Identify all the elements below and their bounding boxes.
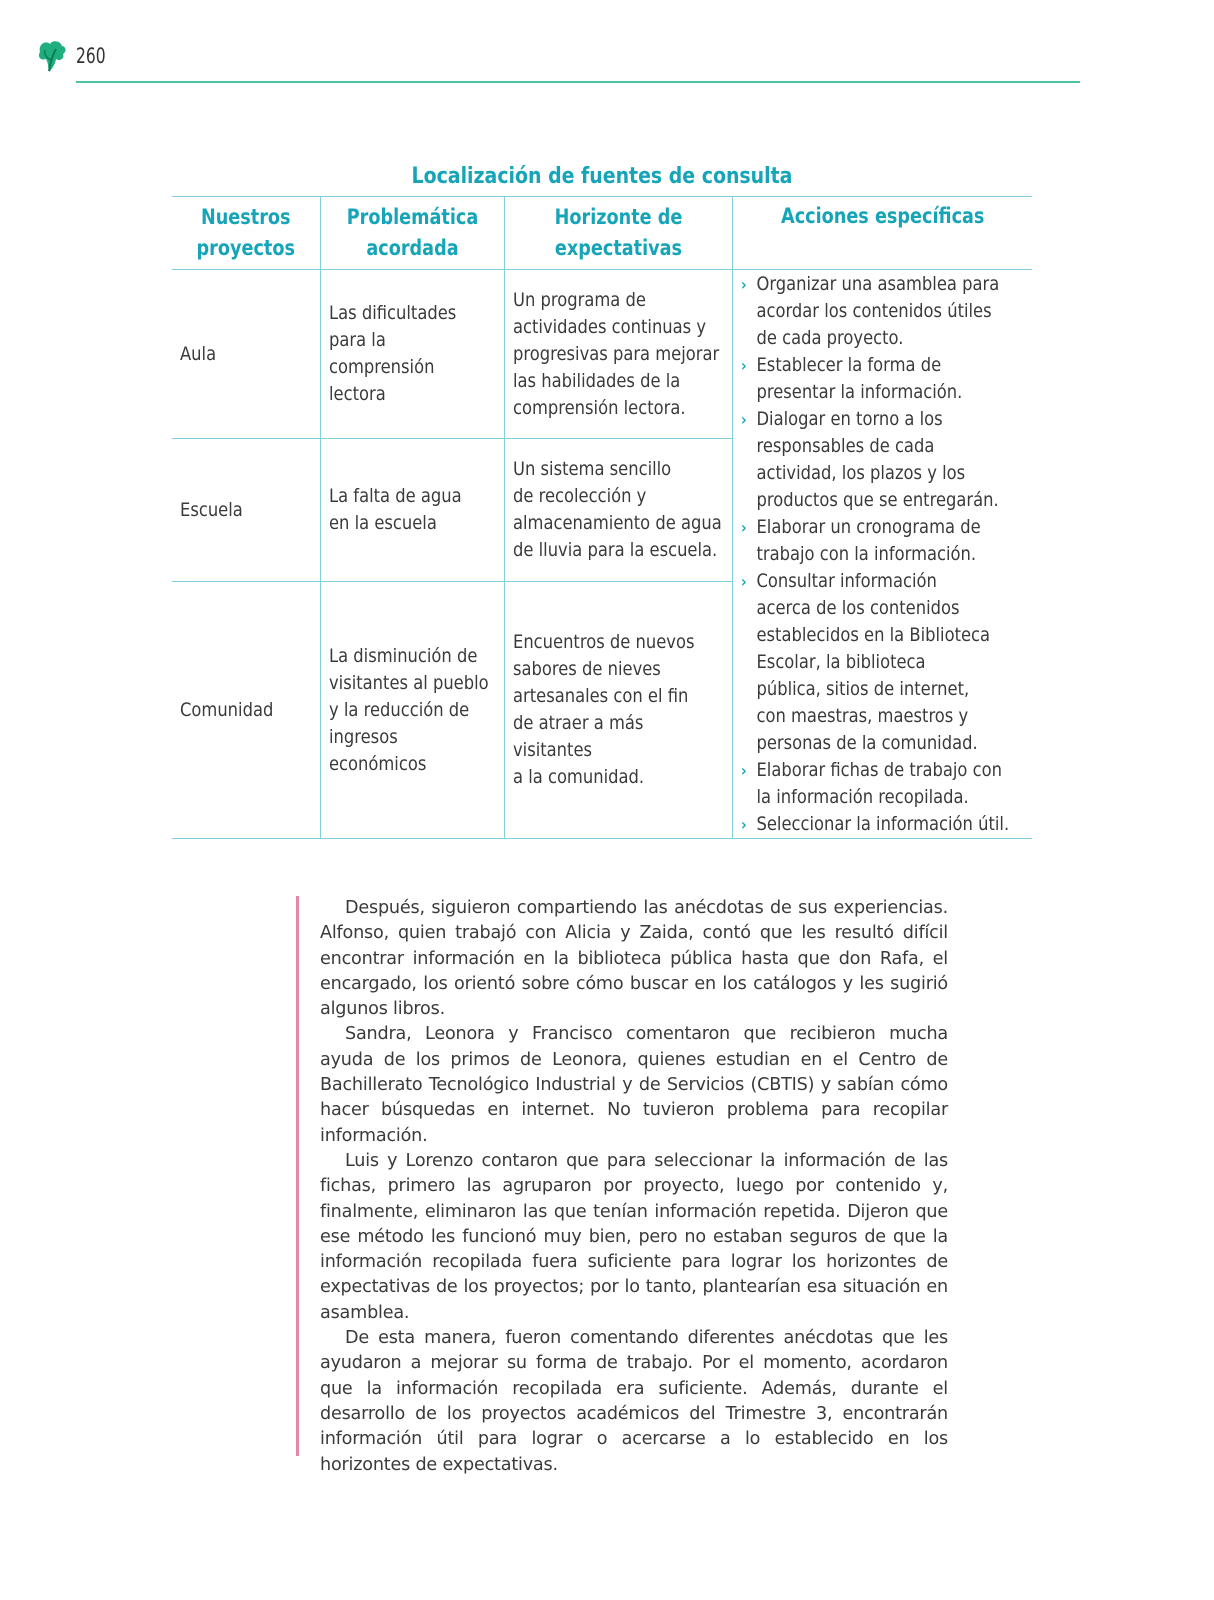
column-header-problem: Problemática acordada <box>320 197 504 270</box>
table-header-row <box>172 197 1032 270</box>
paragraph: Sandra, Leonora y Francisco comentaron que recibieron mucha ayuda de los primos de Leonora, quienes estudian en el Centro de Bachillerato Tecnológico Industrial y de Servicios (CBTIS) y sabían cómo hacer búsquedas en internet. No tuvieron problema para recopilar información. <box>320 1024 948 1146</box>
paragraph: Luis y Lorenzo contaron que para seleccionar la información de las fichas, primero las agruparon por proyecto, luego por contenido y, finalmente, eliminaron las que tenían información repetida. Dijeron que ese método les funcionó muy bien, pero no estaban seguros de que la información recopilada fuera suficiente para lograr los horizontes de expectativas de los proyectos; por lo tanto, plantearían esa situación en asamblea. <box>320 1150 948 1323</box>
action-item: › Seleccionar la información útil. <box>741 811 1024 838</box>
column-header-horizon: Horizonte de expectativas <box>504 197 732 270</box>
action-item: › Elaborar un cronograma de trabajo con la información. <box>740 515 981 565</box>
bullet-icon: › <box>740 355 747 375</box>
table-title: Localización de fuentes de consulta <box>411 164 793 189</box>
page-number: 260 <box>76 44 106 68</box>
bullet-icon: › <box>740 274 747 294</box>
action-item: › Organizar una asamblea para acordar los contenidos útiles de cada proyecto. <box>740 272 999 349</box>
project-cell: Comunidad <box>172 582 320 839</box>
bullet-icon: › <box>740 814 747 834</box>
action-item: › Elaborar fichas de trabajo con la información recopilada. <box>740 758 1002 808</box>
problem-cell: La disminución de visitantes al pueblo y la reducción de ingresos económicos <box>320 582 504 839</box>
column-header-actions: Acciones específicas <box>732 197 1032 270</box>
bullet-icon: › <box>740 517 747 537</box>
header-rule <box>76 81 1080 83</box>
column-header-projects: Nuestros proyectos <box>172 197 320 270</box>
action-item: › Consultar información acerca de los contenidos establecidos en la Biblioteca Escolar, la biblioteca pública, sitios de internet, con maestras, maestros y personas de la comunidad. <box>740 569 990 754</box>
actions-list <box>741 271 1024 838</box>
sources-table-section <box>172 160 1032 839</box>
narrative-text <box>320 896 948 1478</box>
bullet-icon: › <box>740 760 747 780</box>
action-item: › Dialogar en torno a los responsables de cada actividad, los plazos y los productos que se entregarán. <box>740 407 999 511</box>
problem-cell: Las dificultades para la comprensión lectora <box>320 270 504 439</box>
action-item: › Establecer la forma de presentar la información. <box>740 353 962 403</box>
paragraph: De esta manera, fueron comentando diferentes anécdotas que les ayudaron a mejorar su forma de trabajo. Por el momento, acordaron que la información recopilada era suficiente. Además, durante el desarrollo de los proyectos académicos del Trimestre 3, encontrarán información útil para lograr o acercarse a lo establecido en los horizontes de expectativas. <box>320 1328 948 1475</box>
horizon-cell: Un programa de actividades continuas y progresivas para mejorar las habilidades de la comprensión lectora. <box>504 270 732 439</box>
bullet-icon: › <box>740 571 747 591</box>
leaf-logo-icon <box>36 38 68 74</box>
paragraph: Después, siguieron compartiendo las anécdotas de sus experiencias. Alfonso, quien trabajó con Alicia y Zaida, contó que les resultó difícil encontrar información en la biblioteca pública hasta que don Rafa, el encargado, los orientó sobre cómo buscar en los catálogos y les sugirió algunos libros. <box>320 898 948 1020</box>
table-row <box>172 270 1032 439</box>
horizon-cell: Encuentros de nuevos sabores de nieves artesanales con el fin de atraer a más visitantes a la comunidad. <box>504 582 732 839</box>
actions-cell <box>732 270 1032 839</box>
margin-bar <box>296 896 299 1456</box>
horizon-cell: Un sistema sencillo de recolección y almacenamiento de agua de lluvia para la escuela. <box>504 439 732 582</box>
bullet-icon: › <box>740 409 747 429</box>
sources-table <box>172 196 1032 839</box>
project-cell: Escuela <box>172 439 320 582</box>
page-header <box>36 38 1080 86</box>
project-cell: Aula <box>172 270 320 439</box>
narrative-section <box>296 896 948 1475</box>
problem-cell: La falta de agua en la escuela <box>320 439 504 582</box>
